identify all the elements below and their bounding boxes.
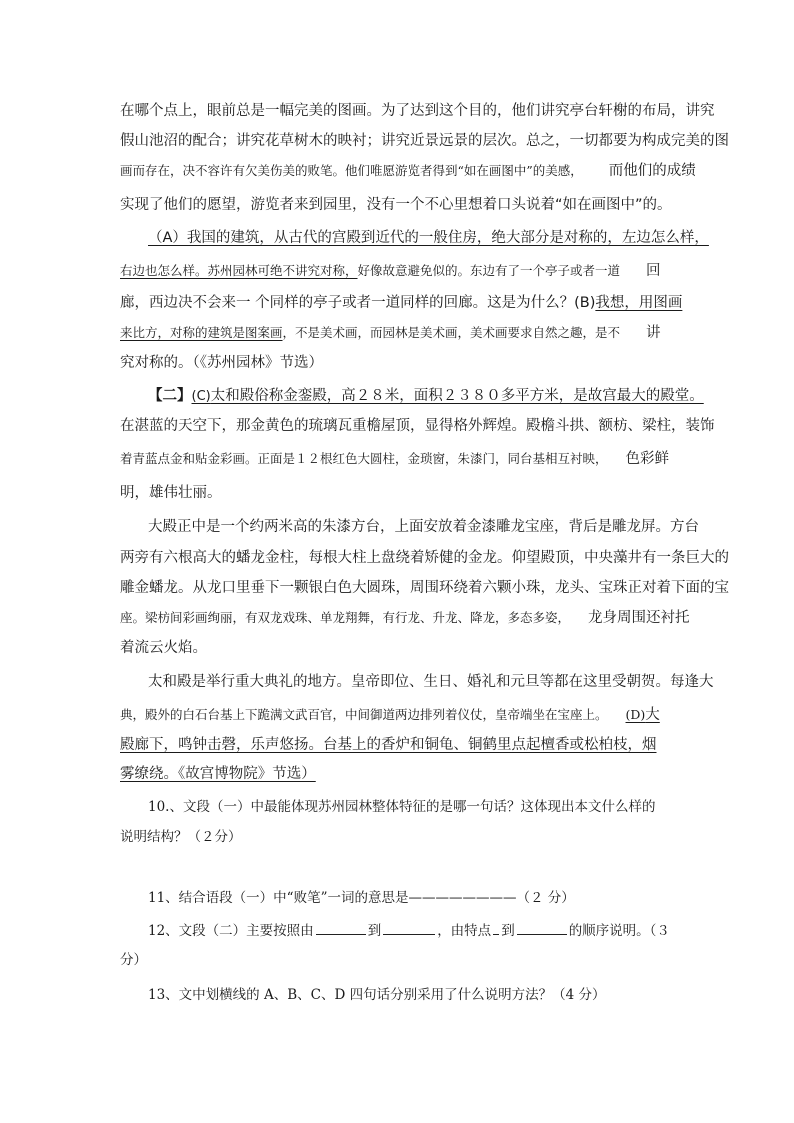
sentence-b: 我想，用图画 (595, 295, 683, 311)
passage2-line: 在湛蓝的天空下，那金黄色的琉璃瓦重檐屋顶，显得格外辉煌。殿檐斗拱、额枋、梁柱，装饰 (120, 418, 715, 434)
section-label: 【二】 (148, 388, 192, 404)
passage1-line: 究对称的。（《苏州园林》节选） (120, 355, 323, 371)
passage2-line: 雕金蟠龙。从龙口里垂下一颗银白色大圆珠，周围环绕着六颗小珠，龙头、宝珠正对着下面的宝 (120, 580, 729, 596)
question-10-cont: 说明结构？（２分） (120, 829, 242, 845)
passage2-line: 大殿正中是一个约两米高的朱漆方台，上面安放着金漆雕龙宝座，背后是雕龙屏。方台 (148, 519, 699, 535)
passage1-line: 来比方，对称的建筑是图案画，不是美术画，而园林是美术画，美术画要求自然之趣，是不 讲 (120, 325, 661, 341)
passage1-line: 假山池沼的配合；讲究花草树木的映衬；讲究近景远景的层次。总之，一切都要为构成完美的图 (120, 133, 729, 149)
sentence-c: (C) (191, 389, 211, 404)
passage2-line: 着青蓝点金和贴金彩画。正面是１２根红色大圆柱，金琐窗，朱漆门，同台基相互衬映， 色彩鲜 (120, 451, 670, 467)
answer-blank[interactable] (383, 920, 435, 935)
sentence-d: (D) (625, 707, 646, 722)
question-13: 13、文中划横线的 A、B、C、D 四句话分别采用了什么说明方法？（4 分） (148, 987, 606, 1003)
sentence-a: （A）我国的建筑，从古代的宫殿到近代的一般住房，绝大部分是对称的，左边怎么样， (148, 230, 709, 246)
question-10: 10.、文段（一）中最能体现苏州园林整体特征的是哪一句话？这体现出本文什么样的 (148, 799, 656, 815)
passage1-line: 右边也怎么样。苏州园林可绝不讲究对称，好像故意避免似的。东边有了一个亭子或者一道 回 (120, 263, 661, 279)
answer-blank[interactable] (493, 920, 499, 935)
question-12-cont: 分） (120, 952, 147, 968)
passage1-line: 画而存在，决不容许有欠美伤美的败笔。他们唯愿游览者得到“如在画图中”的美感， 而他们的成绩 (120, 163, 696, 179)
question-12: 12、文段（二）主要按照由 到 ，由特点 到 的顺序说明。（３ (148, 920, 670, 941)
passage2-line: 殿廊下，鸣钟击磬，乐声悠扬。台基上的香炉和铜龟、铜鹤里点起檀香或松柏枝，烟 (120, 737, 657, 753)
question-11: 11、结合语段（一）中“败笔”一词的意思是————————（２ 分） (148, 890, 575, 906)
passage2-heading: 【二】(C)太和殿俗称金銮殿，高２８米，面积２３８０多平方米，是故宫最大的殿堂。 (148, 388, 704, 404)
passage2-line: 座。梁枋间彩画绚丽，有双龙戏珠、单龙翔舞，有行龙、升龙、降龙，多态多姿， 龙身周围还衬托 (120, 610, 690, 626)
passage2-line: 典，殿外的白石台基上下跪满文武百官，中间御道两边排列着仪仗，皇帝端坐在宝座上。 (D)大 (120, 707, 660, 723)
answer-blank[interactable] (316, 920, 366, 935)
passage2-line: 雾缭绕。《故宫博物院》节选） (120, 766, 316, 782)
passage1-line: 实现了他们的愿望，游览者来到园里，没有一个不心里想着口头说着“如在画图中”的。 (120, 197, 672, 213)
passage2-line: 两旁有六根高大的蟠龙金柱，每根大柱上盘绕着矫健的金龙。仰望殿顶，中央藻井有一条巨大的 (120, 550, 729, 566)
answer-blank[interactable] (517, 920, 567, 935)
passage2-line: 明，雄伟壮丽。 (120, 485, 222, 501)
passage2-line: 太和殿是举行重大典礼的地方。皇帝即位、生日、婚礼和元旦等都在这里受朝贺。每逢大 (148, 674, 714, 690)
passage1-line: 在哪个点上，眼前总是一幅完美的图画。为了达到这个目的，他们讲究亭台轩榭的布局，讲究 (120, 103, 715, 119)
passage2-line: 着流云火焰。 (120, 640, 207, 656)
passage1-line: 廊，西边决不会来一 个同样的亭子或者一道同样的回廊。这是为什么？(B)我想，用图画 (120, 295, 683, 311)
